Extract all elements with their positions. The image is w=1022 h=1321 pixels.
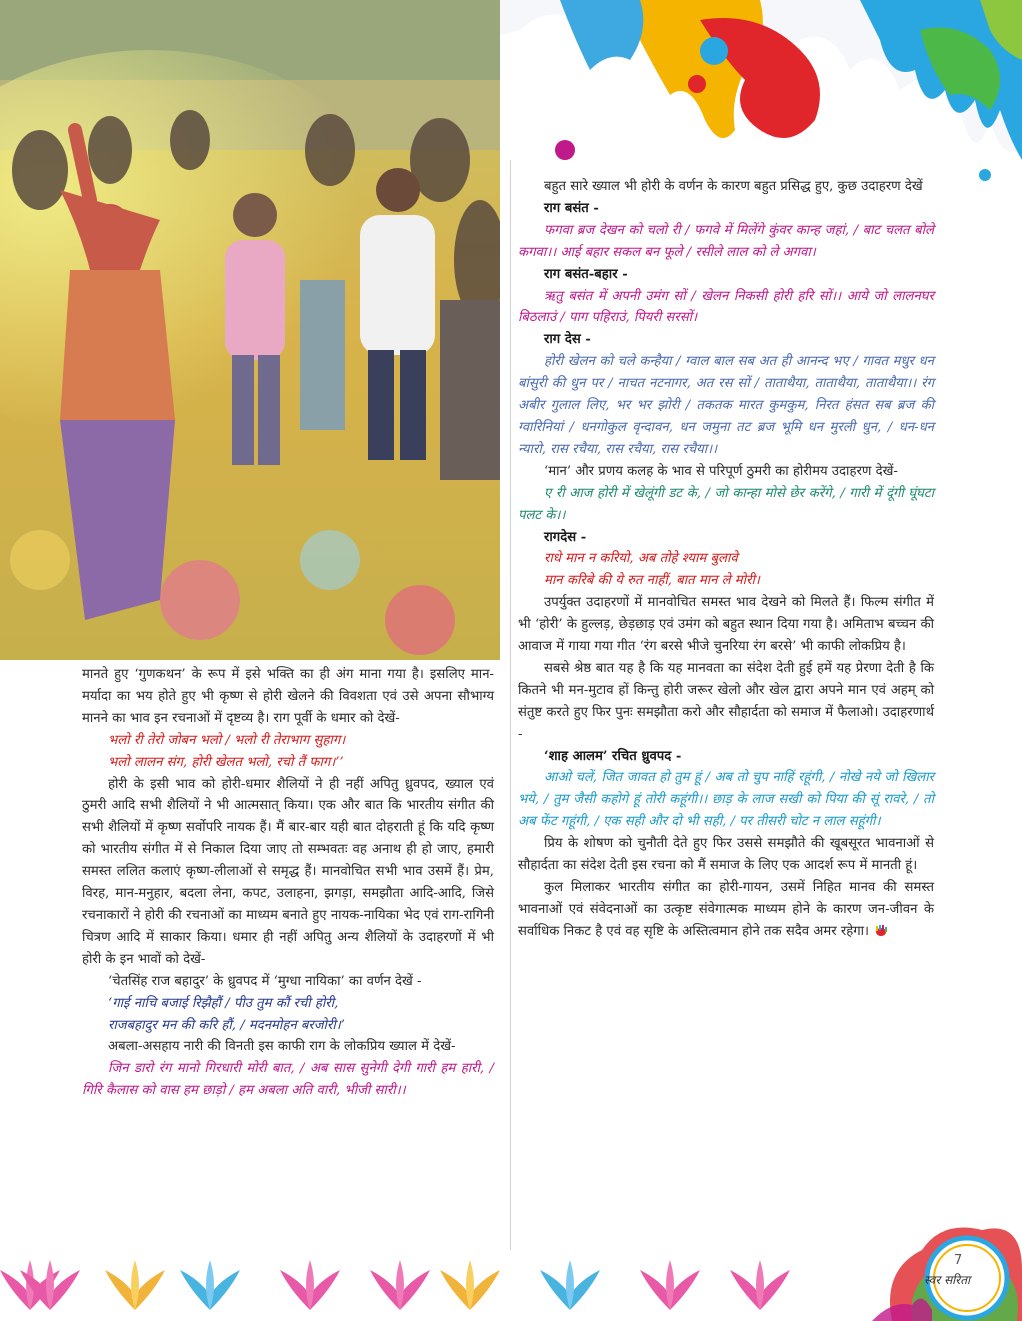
paragraph (518, 877, 934, 943)
verse-line: ऋतु बसंत में अपनी उमंग सों / खेलन निकसी होरी हरि सों।। आये जो लालनघर बिठलाउं / पाग पहिराउं, पियरी सरसों। (518, 288, 934, 326)
column-divider (510, 160, 511, 1250)
holi-celebration-photo (0, 0, 500, 660)
verse-line: ए री आज होरी में खेलूंगी डट के, / जो कान्हा मोसे छेर करेंगे, / गारी में दूंगी घूंघटा पलट के।। (518, 485, 934, 523)
lotus-border-decoration (0, 1250, 900, 1321)
paragraph: प्रिय के शोषण को चुनौती देते हुए फिर उससे समझौते की खूबसूरत भावनाओं से सौहार्दता का संदेश देती इस रचना को मैं समाज के लिए एक आदर्श रूप में मानती हूं। (518, 836, 934, 874)
paragraph: सबसे श्रेष्ठ बात यह है कि यह मानवता का संदेश देती हुई हमें यह प्रेरणा देती है कि कितने भी मन-मुटाव हों किन्तु होरी जरूर खेलो और खेल द्वारा अपने मान एवं अहम् को संतुष्ट करते हुए फिर पुनः समझौता करो और सौहार्दता को समाज में फैलाओ। उदाहरणार्थ - (518, 660, 934, 742)
raga-heading: राग बसंत - (544, 200, 599, 216)
paragraph: ‘मान’ और प्रणय कलह के भाव से परिपूर्ण ठुमरी का होरीमय उदाहरण देखें- (544, 463, 898, 479)
paragraph: मानते हुए ‘गुणकथन’ के रूप में इसे भक्ति का ही अंग माना गया है। इसलिए मान-मर्यादा का भय होते हुए भी कृष्ण से होरी खेलने की विवशता एवं उसे अपना सौभाग्य मानने का भाव इन रचनाओं में दृष्टव्य है। राग पूर्वी के धमार को देखें- (82, 667, 494, 726)
closing-text: कुल मिलाकर भारतीय संगीत का होरी-गायन, उसमें निहित मानव की समस्त भावनाओं एवं संवेदनाओं का उत्कृष्ट संवेगात्मक माध्यम होने के कारण जन-जीवन के सर्वाधिक निकट है एवं वह सृष्टि के अस्तित्वमान होने तक सदैव अमर रहेगा। (518, 880, 934, 939)
page-number: 7 (954, 1253, 963, 1268)
paragraph: बहुत सारे ख्याल भी होरी के वर्णन के कारण बहुत प्रसिद्ध हुए, कुछ उदाहरण देखें (544, 179, 923, 194)
paragraph: अबला-असहाय नारी की विनती इस काफी राग के लोकप्रिय ख्याल में देखें- (108, 1039, 456, 1055)
paragraph: उपर्युक्त उदाहरणों में मानवोचित समस्त भाव देखने को मिलते हैं। फिल्म संगीत में भी ‘होरी’ के हुल्लड़, छेड़छाड़ एवं उमंग को बहुत स्थान दिया गया है। अमिताभ बच्चन की आवाज में गाया गया गीत ‘रंग बरसे भीजे चुनरिया रंग बरसे’ भी काफी लोकप्रिय है। (518, 595, 934, 655)
raga-heading: ‘शाह आलम’ रचित ध्रुवपद - (544, 748, 682, 764)
verse-line: राजबहादुर मन की करि हौं, / मदनमोहन बरजोरी।’ (108, 1017, 345, 1033)
paragraph: ‘चेतसिंह राज बहादुर’ के ध्रुवपद में ‘मुग्धा नायिका’ का वर्णन देखें - (108, 973, 422, 989)
verse-line: भलो री तेरो जोबन भलो / भलो री तेराभाग सुहाग। (108, 732, 346, 748)
verse-line: भलो लालन संग, होरी खेलत भलो, रचो तैं फाग।’’ (108, 754, 344, 770)
paragraph: होरी के इसी भाव को होरी-धमार शैलियों ने ही नहीं अपितु ध्रुवपद, ख्याल एवं ठुमरी आदि सभी शैलियों ने भी आत्मसात् किया। एक और बात कि भारतीय संगीत की सभी शैलियों में कृष्ण सर्वोपरि नायक हैं। मैं बार-बार यही बात दोहराती हूं कि यदि कृष्ण को भारतीय संगीत में से निकाल दिया जाए तो सम्भवतः वह अनाथ ही हो जाए, हमारी समस्त ललित कलाएं कृष्ण-लीलाओं से समृद्ध हैं। मानवोचित सभी भाव उसमें हैं। प्रेम, विरह, मान-मनुहार, बदला लेना, कपट, उलाहना, झगड़ा, समझौता आदि-आदि, जिसे रचनाकारों ने होरी की रचनाओं का माध्यम बनाते हुए नायक-नायिका भेद एवं राग-रागिनी चित्रण आदि में साकार किया। धमार ही नहीं अपितु अन्य शैलियों के उदाहरणों में भी होरी के इन भावों को देखें- (82, 776, 494, 967)
color-splash-badge (852, 1210, 1022, 1321)
raga-heading: रागदेस - (544, 529, 587, 545)
hand-print-icon (873, 925, 891, 937)
raga-heading: राग देस - (544, 332, 591, 348)
verse-line: जिन डारो रंग मानो गिरधारी मोरी बात, / अब सास सुनेगी देगी गारी हम हारी, / गिरि कैलास को वास हम छाड़ो / हम अबला अति वारी, भीजी सारी।। (82, 1061, 494, 1099)
verse-line: फगवा ब्रज देखन को चलो री / फगवे में मिलेंगे कुंवर कान्ह जहां, / बाट चलत बोले कगवा।। आई बहार सकल बन फूले / रसीले लाल को ले अगवा। (518, 222, 934, 260)
verse-line: मान करिबे की ये रुत नाहीं, बात मान ले मोरी। (544, 573, 760, 589)
verse-line: ‘गाई नाचि बजाई रिझैहौं / पीउ तुम कौं रची होरी, (108, 995, 339, 1011)
verse-line: होरी खेलन को चले कन्हैया / ग्वाल बाल सब अत ही आनन्द भए / गावत मधुर धन बांसुरी की धुन पर / नाचत नटनागर, अत रस सों / ताताथैया, ताताथैया, ताताथैया।। रंग अबीर गुलाल लिए, भर भर झोरी / तकतक मारत कुमकुम, निरत हंसत सब ब्रज की ग्वारिनियां / धनगोकुल वृन्दावन, धन जमुना तट ब्रज भूमि धन मुरली धुन, / धन-धन न्यारो, रास रचैया, रास रचैया, रास रचैया।। (518, 354, 934, 457)
right-column (518, 176, 934, 943)
raga-heading: राग बसंत-बहार - (544, 266, 628, 282)
verse-line: राधे मान न करियो, अब तोहे श्याम बुलावे (544, 551, 738, 567)
magazine-name: स्वर सरिता (924, 1273, 971, 1287)
verse-line: आओ चलें, जित जावत हो तुम हूं / अब तो चुप नाहिं रहूंगी, / नोखे नये जो खिलार भये, / तुम जैसी कहोगे हूं तोरी कहूंगी।। छाड़ के लाज सखी को पिया की सूं रावरे, / तो अब फेंट गहूंगी, / एक सही और दो भी सही, / पर तीसरी चोट न लाल सहूंगी। (518, 770, 934, 830)
left-column (82, 664, 494, 1102)
